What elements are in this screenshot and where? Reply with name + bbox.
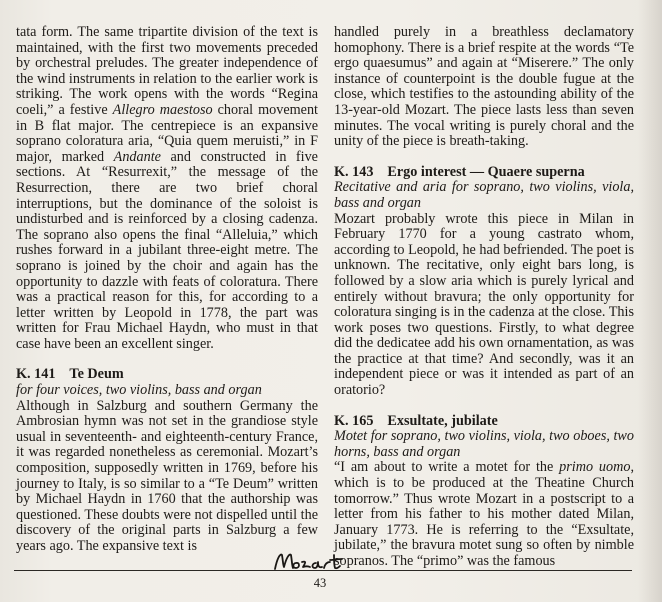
left-column [16,25,318,555]
tempo-marking: Allegro maestoso [112,101,213,118]
italic-term: primo uomo [559,459,631,476]
intro-paragraph: tata form. The same tripartite division of the text is maintained, with the first two movements preceded by orchestral preludes. The greater independence of the wind instruments in relation to the earlier work is striking. The work opens with the words “Regina coeli,” a festive Allegro maestoso choral movement in B flat major. The centrepiece is an expansive soprano coloratura aria, “Quia quem meruisti,” in F major, marked Andante and constructed in five sections. At “Resurrexit,” the message of the Resurrection, there are two brief choral interruptions, but the dominance of the soloist is undisturbed and is reinforced by a closing cadenza. The soprano also opens the final “Alleluia,” which rushes forward in a jubilant three-eight metre. The soprano is joined by the choir and again has the opportunity to dazzle with feats of coloratura. There was a practical reason for this, for according to a letter written by Leopold in 1778, the part was written for Frau Michael Haydn, who must in that case have been an excellent singer. [16,24,318,352]
entry-body-k141: Although in Salzburg and southern Germany the Ambrosian hymn was not set in the grandiose style usual in seventeenth- and eighteenth-century France, it was regarded nonetheless as ceremonial. Mozart’s composition, supposedly written in 1769, before his journey to Italy, is so similar to a “Te Deum” written by Michael Haydn in 1760 that the authorship was questioned. These doubts were not dispelled until the discovery of the original parts in Salzburg a few years ago. The expansive text is [16,397,318,554]
entry-scoring-k141: for four voices, two violins, bass and organ [16,382,262,399]
continued-paragraph: handled purely in a breathless declamatory homophony. There is a brief respite at the words “Te ergo quaesumus” and again at “Miserere.” The only instance of counterpoint is the double fugue at the close, which testifies to the astounding ability of the 13-year-old Mozart. The piece lasts less than seven minutes. The vocal writing is purely choral and the unity of the piece is breath-taking. [334,24,634,150]
right-column [334,25,634,570]
entry-heading-k141: K. 141 Te Deum [16,366,124,383]
mozart-signature [272,549,362,575]
footer-rule [14,570,632,571]
entry-scoring-k165: Motet for soprano, two violins, viola, two oboes, two horns, bass and organ [334,428,634,460]
entry-heading-k165: K. 165 Exsultate, jubilate [334,412,498,429]
tempo-marking: Andante [113,148,161,165]
entry-scoring-k143: Recitative and aria for soprano, two violins, viola, bass and organ [334,179,634,211]
entry-body-k143: Mozart probably wrote this piece in Milan in February 1770 for a young castrato whom, according to Leopold, he had befriended. The poet is unknown. The recitative, only eight bars long, is followed by a slow aria which is purely lyrical and entirely without bravura; the only opportunity for coloratura singing is in the cadenza at the close. This work poses two questions. Firstly, to what degree did the dedicatee add his own ornamentation, as was the practice at that time? And secondly, was it an independent piece or was it intended as part of an oratorio? [334,210,634,399]
page-number: 43 [313,576,327,590]
entry-heading-k143: K. 143 Ergo interest — Quaere superna [334,163,585,180]
page-edge-shadow [638,0,662,602]
entry-body-k165: “I am about to write a motet for the primo uomo, which is to be produced at the Theatine Church tomorrow.” Thus wrote Mozart in a postscript to a letter from his father to his mother dated Milan, January 1773. He is referring to the “Exsultate, jubilate,” the bravura motet sung so often by nimble sopranos. The “primo” was the famous [334,459,634,569]
